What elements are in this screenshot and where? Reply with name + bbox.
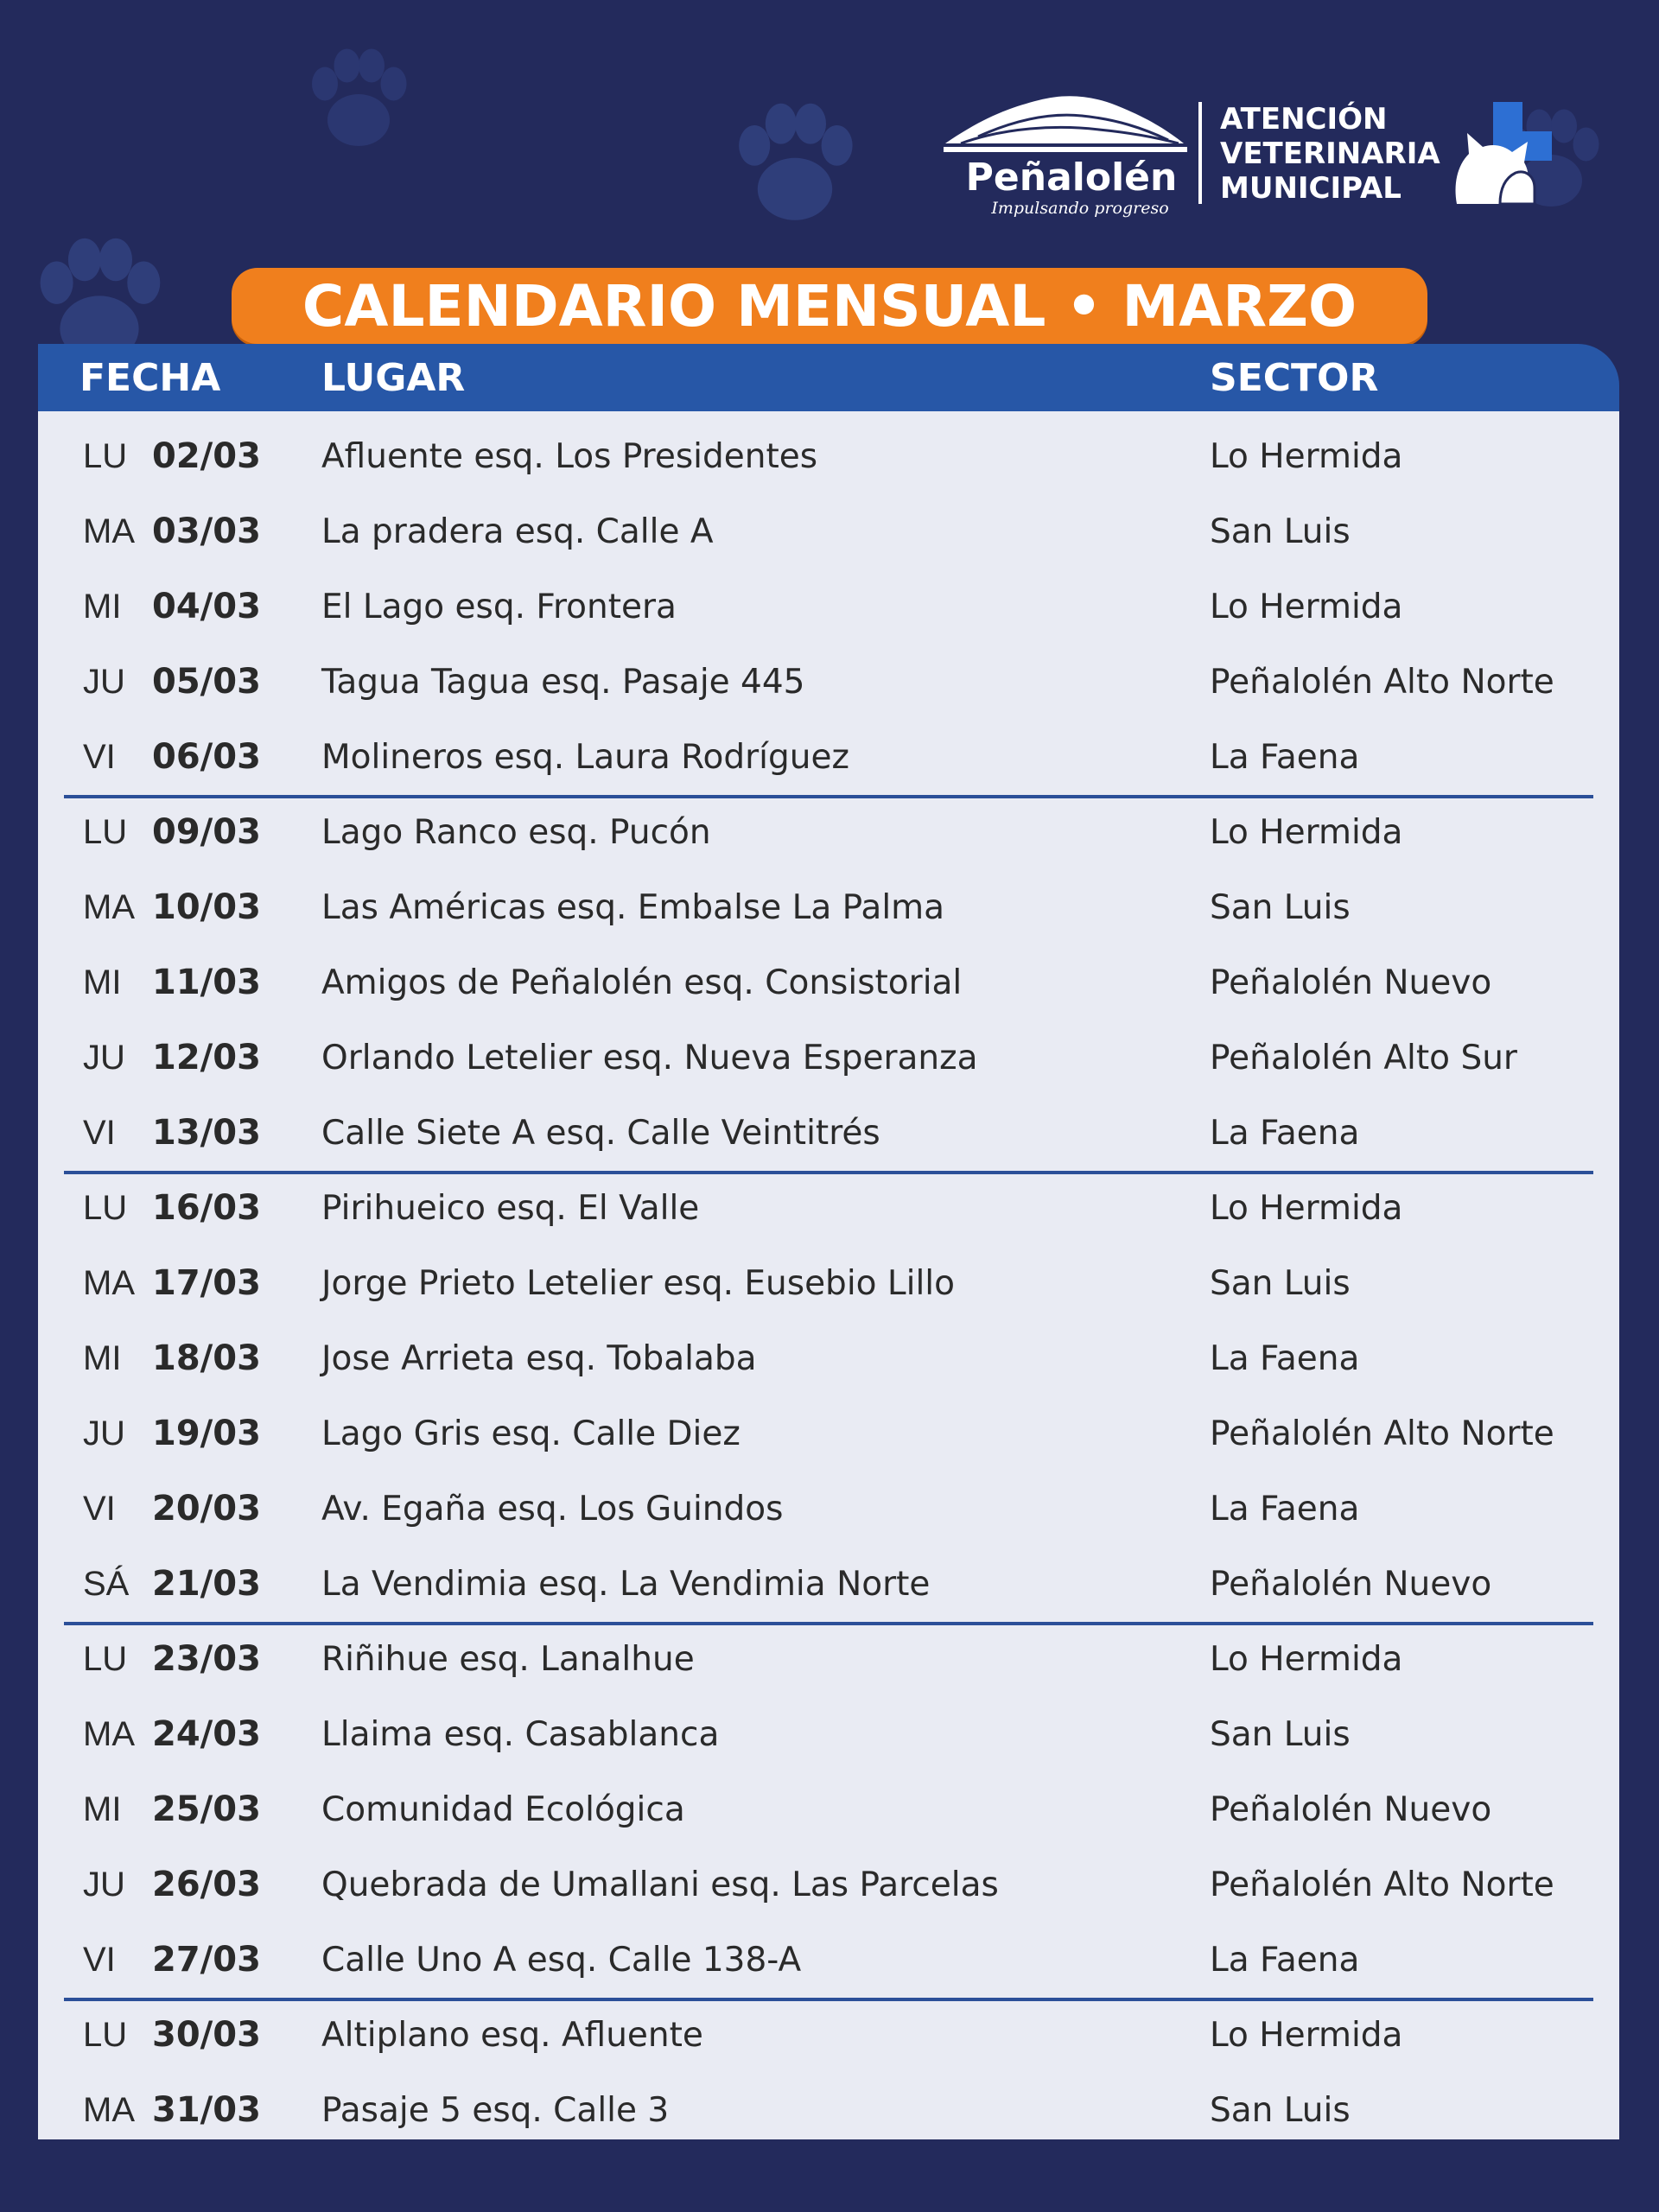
sector: Lo Hermida xyxy=(1210,1189,1403,1228)
sector: San Luis xyxy=(1210,888,1351,927)
location: Av. Egaña esq. Los Guindos xyxy=(321,1490,784,1529)
date: 06/03 xyxy=(152,737,261,777)
date: 18/03 xyxy=(152,1338,261,1378)
table-row xyxy=(38,870,1619,945)
sector: La Faena xyxy=(1210,1941,1360,1980)
weekday: MI xyxy=(83,963,122,1001)
table-row xyxy=(38,1998,1619,2073)
date: 10/03 xyxy=(152,887,261,927)
location: Altiplano esq. Afluente xyxy=(321,2016,703,2055)
column-header-lugar: LUGAR xyxy=(321,356,466,400)
table-row xyxy=(38,1321,1619,1396)
weekday: LU xyxy=(83,1640,128,1678)
paw-print-icon xyxy=(717,86,873,242)
sector: Lo Hermida xyxy=(1210,813,1403,852)
date: 27/03 xyxy=(152,1940,261,1980)
schedule-table xyxy=(38,411,1619,2139)
table-row xyxy=(38,720,1619,795)
location: Riñihue esq. Lanalhue xyxy=(321,1640,695,1679)
location: Las Américas esq. Embalse La Palma xyxy=(321,888,945,927)
table-row xyxy=(38,945,1619,1020)
location: Molineros esq. Laura Rodríguez xyxy=(321,738,849,777)
vet-title-line: VETERINARIA xyxy=(1220,137,1440,171)
sector: Peñalolén Nuevo xyxy=(1210,963,1492,1002)
table-row xyxy=(38,1772,1619,1847)
weekday: JU xyxy=(83,1039,125,1077)
table-row xyxy=(38,1471,1619,1547)
sector: San Luis xyxy=(1210,512,1351,551)
sector: La Faena xyxy=(1210,1490,1360,1529)
page-title: CALENDARIO MENSUAL • MARZO xyxy=(302,272,1357,340)
table-row xyxy=(38,494,1619,569)
date: 20/03 xyxy=(152,1489,261,1529)
header-divider xyxy=(1198,102,1202,204)
date: 19/03 xyxy=(152,1414,261,1453)
penalolen-logo xyxy=(944,86,1187,225)
date: 02/03 xyxy=(152,436,261,476)
weekday: SÁ xyxy=(83,1565,130,1603)
sector: Peñalolén Alto Norte xyxy=(1210,663,1554,702)
sector: Lo Hermida xyxy=(1210,2016,1403,2055)
date: 21/03 xyxy=(152,1564,261,1604)
table-row xyxy=(38,1096,1619,1171)
weekday: MA xyxy=(83,2091,135,2129)
date: 24/03 xyxy=(152,1714,261,1754)
table-row xyxy=(38,1171,1619,1246)
weekday: JU xyxy=(83,1866,125,1904)
sector: La Faena xyxy=(1210,1339,1360,1378)
date: 09/03 xyxy=(152,812,261,852)
sector: Lo Hermida xyxy=(1210,437,1403,476)
table-row xyxy=(38,1622,1619,1697)
location: La Vendimia esq. La Vendimia Norte xyxy=(321,1565,931,1604)
brand-name: Peñalolén xyxy=(965,156,1178,200)
location: Pirihueico esq. El Valle xyxy=(321,1189,700,1228)
location: Lago Ranco esq. Pucón xyxy=(321,813,711,852)
paw-print-icon xyxy=(294,35,423,164)
date: 04/03 xyxy=(152,587,261,626)
table-row xyxy=(38,1547,1619,1622)
weekday: MI xyxy=(83,1790,122,1828)
location: Quebrada de Umallani esq. Las Parcelas xyxy=(321,1866,999,1904)
weekday: MA xyxy=(83,1715,135,1753)
date: 30/03 xyxy=(152,2015,261,2055)
table-row xyxy=(38,1847,1619,1923)
vet-title-line: MUNICIPAL xyxy=(1220,171,1402,206)
weekday: VI xyxy=(83,1941,116,1979)
sector: Peñalolén Nuevo xyxy=(1210,1790,1492,1829)
weekday: MA xyxy=(83,512,135,550)
sector: Lo Hermida xyxy=(1210,588,1403,626)
location: Tagua Tagua esq. Pasaje 445 xyxy=(321,663,805,702)
sector: La Faena xyxy=(1210,1114,1360,1153)
location: La pradera esq. Calle A xyxy=(321,512,714,551)
location: Afluente esq. Los Presidentes xyxy=(321,437,818,476)
location: Amigos de Peñalolén esq. Consistorial xyxy=(321,963,963,1002)
weekday: MI xyxy=(83,588,122,626)
date: 16/03 xyxy=(152,1188,261,1228)
location: Pasaje 5 esq. Calle 3 xyxy=(321,2091,670,2130)
table-row xyxy=(38,1246,1619,1321)
date: 03/03 xyxy=(152,512,261,551)
table-row xyxy=(38,2073,1619,2148)
date: 23/03 xyxy=(152,1639,261,1679)
sector: Peñalolén Alto Sur xyxy=(1210,1039,1517,1077)
table-row xyxy=(38,569,1619,645)
table-row xyxy=(38,1923,1619,1998)
date: 25/03 xyxy=(152,1789,261,1829)
date: 05/03 xyxy=(152,662,261,702)
date: 12/03 xyxy=(152,1038,261,1077)
weekday: MI xyxy=(83,1339,122,1377)
table-row xyxy=(38,1020,1619,1096)
weekday: VI xyxy=(83,1490,116,1528)
sector: Lo Hermida xyxy=(1210,1640,1403,1679)
weekday: VI xyxy=(83,1114,116,1152)
date: 31/03 xyxy=(152,2090,261,2130)
location: Calle Uno A esq. Calle 138-A xyxy=(321,1941,802,1980)
weekday: LU xyxy=(83,813,128,851)
sector: San Luis xyxy=(1210,1264,1351,1303)
location: Llaima esq. Casablanca xyxy=(321,1715,720,1754)
location: El Lago esq. Frontera xyxy=(321,588,677,626)
column-header-sector: SECTOR xyxy=(1210,356,1379,400)
table-row xyxy=(38,1697,1619,1772)
date: 11/03 xyxy=(152,963,261,1002)
sector: Peñalolén Nuevo xyxy=(1210,1565,1492,1604)
cat-dog-cross-icon xyxy=(1448,102,1562,206)
location: Jorge Prieto Letelier esq. Eusebio Lillo xyxy=(321,1264,956,1303)
table-row xyxy=(38,795,1619,870)
vet-service-title xyxy=(1220,102,1445,206)
sector: La Faena xyxy=(1210,738,1360,777)
weekday: LU xyxy=(83,2016,128,2054)
vet-title-line: ATENCIÓN xyxy=(1220,102,1388,137)
sector: San Luis xyxy=(1210,2091,1351,2130)
sector: San Luis xyxy=(1210,1715,1351,1754)
sector: Peñalolén Alto Norte xyxy=(1210,1866,1554,1904)
table-row xyxy=(38,645,1619,720)
column-header-fecha: FECHA xyxy=(79,356,221,400)
title-banner xyxy=(232,268,1427,344)
weekday: JU xyxy=(83,663,125,701)
date: 26/03 xyxy=(152,1865,261,1904)
weekday: VI xyxy=(83,738,116,776)
table-row xyxy=(38,1396,1619,1471)
location: Comunidad Ecológica xyxy=(321,1790,685,1829)
sector: Peñalolén Alto Norte xyxy=(1210,1414,1554,1453)
weekday: JU xyxy=(83,1414,125,1452)
weekday: MA xyxy=(83,888,135,926)
location: Orlando Letelier esq. Nueva Esperanza xyxy=(321,1039,978,1077)
location: Lago Gris esq. Calle Diez xyxy=(321,1414,741,1453)
table-header xyxy=(38,344,1619,411)
location: Calle Siete A esq. Calle Veintitrés xyxy=(321,1114,880,1153)
weekday: LU xyxy=(83,437,128,475)
date: 13/03 xyxy=(152,1113,261,1153)
weekday: MA xyxy=(83,1264,135,1302)
date: 17/03 xyxy=(152,1263,261,1303)
mountain-logo-icon xyxy=(944,86,1187,161)
location: Jose Arrieta esq. Tobalaba xyxy=(321,1339,757,1378)
weekday: LU xyxy=(83,1189,128,1227)
brand-tagline: Impulsando progreso xyxy=(991,199,1169,218)
table-row xyxy=(38,419,1619,494)
